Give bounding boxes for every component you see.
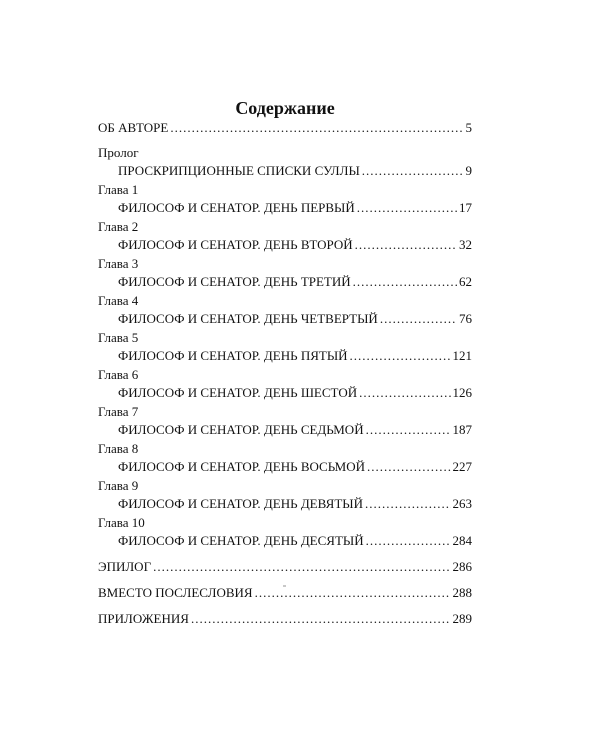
chapter-label: Глава 2 [98, 219, 139, 234]
toc-page-number: 17 [459, 200, 472, 215]
toc-page-number: 227 [452, 459, 472, 474]
toc-entry-chapter-6 [98, 383, 472, 403]
dot-leader [353, 272, 457, 292]
chapter-label: Глава 4 [98, 293, 139, 308]
toc-entry-title: ВМЕСТО ПОСЛЕСЛОВИЯ [98, 585, 253, 600]
toc-chapter-label [98, 366, 472, 383]
toc-entry-chapter-10 [98, 531, 472, 551]
toc-entry-chapter-4 [98, 309, 472, 329]
toc-chapter-label [98, 440, 472, 457]
toc-page-number: 284 [452, 533, 472, 548]
dot-leader [153, 557, 450, 577]
toc-entry-appendices [98, 609, 472, 629]
toc-entry-title: ФИЛОСОФ И СЕНАТОР. ДЕНЬ ВТОРОЙ [118, 237, 353, 252]
toc-entry-chapter-5 [98, 346, 472, 366]
page-title: Содержание [235, 98, 335, 118]
toc-page-number: 32 [459, 237, 472, 252]
toc-chapter-label [98, 514, 472, 531]
toc-chapter-label [98, 329, 472, 346]
dot-leader [365, 494, 451, 514]
toc-entry-title: ФИЛОСОФ И СЕНАТОР. ДЕНЬ ПЕРВЫЙ [118, 200, 355, 215]
toc-chapter-label [98, 292, 472, 309]
toc-entry-title: ЭПИЛОГ [98, 559, 152, 574]
scan-speck [283, 585, 286, 587]
toc-page-number: 62 [459, 274, 472, 289]
toc-entry-epilogue [98, 557, 472, 577]
dot-leader [355, 235, 457, 255]
toc-entry-chapter-2 [98, 235, 472, 255]
chapter-label: Глава 5 [98, 330, 139, 345]
toc-page-number: 288 [452, 585, 472, 600]
toc-entry-chapter-7 [98, 420, 472, 440]
toc-chapter-label [98, 255, 472, 272]
toc-page-number: 121 [452, 348, 472, 363]
toc-entry-chapter-1 [98, 198, 472, 218]
toc-entry-title: ПРИЛОЖЕНИЯ [98, 611, 189, 626]
toc-page-number: 263 [452, 496, 472, 511]
chapter-label: Глава 7 [98, 404, 139, 419]
chapter-label: Глава 6 [98, 367, 139, 382]
toc-page-number: 126 [452, 385, 472, 400]
toc-chapter-label [98, 403, 472, 420]
toc-entry-title: ФИЛОСОФ И СЕНАТОР. ДЕНЬ ЧЕТВЕРТЫЙ [118, 311, 378, 326]
dot-leader [367, 457, 451, 477]
toc-page-number: 286 [452, 559, 472, 574]
chapter-label: Глава 1 [98, 182, 139, 197]
dot-leader [366, 420, 451, 440]
toc-entry-chapter-3 [98, 272, 472, 292]
toc-entry-title: ПРОСКРИПЦИОННЫЕ СПИСКИ СУЛЛЫ [118, 163, 360, 178]
dot-leader [350, 346, 451, 366]
dot-leader [357, 198, 457, 218]
toc-entry-title: ФИЛОСОФ И СЕНАТОР. ДЕНЬ ПЯТЫЙ [118, 348, 348, 363]
chapter-label: Глава 8 [98, 441, 139, 456]
toc-entry-title: ФИЛОСОФ И СЕНАТОР. ДЕНЬ ТРЕТИЙ [118, 274, 351, 289]
toc-entry-about-author [98, 118, 472, 138]
toc-chapter-label [98, 181, 472, 198]
chapter-label: Пролог [98, 145, 139, 160]
dot-leader [362, 161, 464, 181]
toc-page-number: 9 [465, 163, 472, 178]
toc-page-number: 5 [465, 120, 472, 135]
toc-entry-title: ФИЛОСОФ И СЕНАТОР. ДЕНЬ ВОСЬМОЙ [118, 459, 365, 474]
toc-chapter-label [98, 477, 472, 494]
toc-chapter-label [98, 218, 472, 235]
dot-leader [380, 309, 457, 329]
dot-leader [191, 609, 451, 629]
dot-leader [170, 118, 463, 138]
toc-entry-prologue [98, 161, 472, 181]
table-of-contents [98, 118, 472, 629]
toc-entry-title: ФИЛОСОФ И СЕНАТОР. ДЕНЬ ДЕВЯТЫЙ [118, 496, 363, 511]
chapter-label: Глава 3 [98, 256, 139, 271]
toc-entry-chapter-9 [98, 494, 472, 514]
chapter-label: Глава 9 [98, 478, 139, 493]
toc-page-number: 187 [452, 422, 472, 437]
toc-entry-title: ФИЛОСОФ И СЕНАТОР. ДЕНЬ СЕДЬМОЙ [118, 422, 364, 437]
toc-entry-title: ФИЛОСОФ И СЕНАТОР. ДЕНЬ ДЕСЯТЫЙ [118, 533, 364, 548]
toc-entry-title: ФИЛОСОФ И СЕНАТОР. ДЕНЬ ШЕСТОЙ [118, 385, 358, 400]
toc-page-number: 289 [452, 611, 472, 626]
toc-chapter-label [98, 144, 472, 161]
toc-entry-chapter-8 [98, 457, 472, 477]
toc-page-number: 76 [459, 311, 472, 326]
chapter-label: Глава 10 [98, 515, 145, 530]
dot-leader [359, 383, 450, 403]
dot-leader [366, 531, 451, 551]
toc-entry-title: ОБ АВТОРЕ [98, 120, 169, 135]
